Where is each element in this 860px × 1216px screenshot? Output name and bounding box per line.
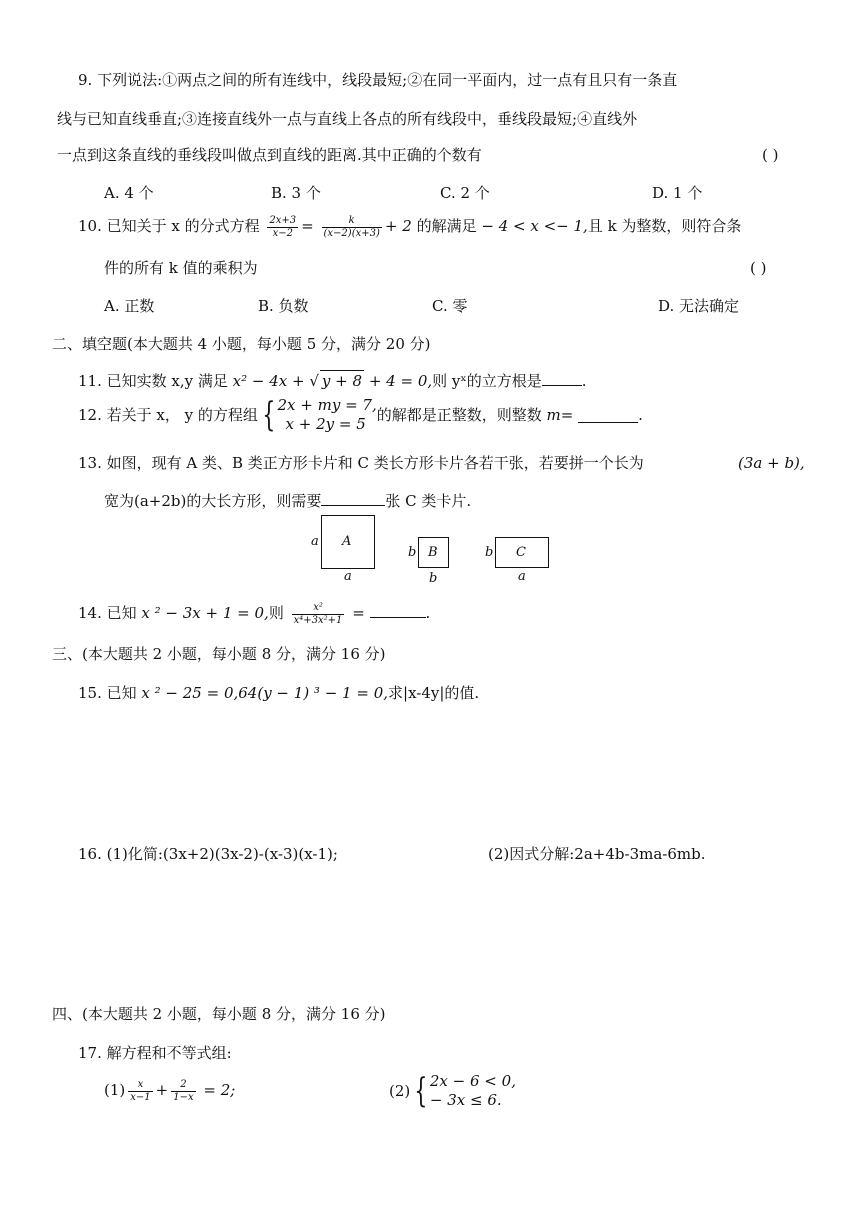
q10-prefix: 10. 已知关于 x 的分式方程	[78, 217, 260, 235]
left-brace-icon: {	[414, 1071, 428, 1111]
card-b-bottom-label: b	[429, 571, 438, 586]
left-brace-icon: {	[262, 395, 276, 435]
q17-part2: (2) { 2x − 6 < 0, − 3x ≤ 6.	[389, 1071, 516, 1111]
q17-fraction-2: $\frac{2}{1-x}$	[173, 1078, 194, 1103]
sqrt-sign: √	[309, 372, 319, 390]
q15-line: 15. 已知 x ² − 25 = 0,64(y − 1) ³ − 1 = 0,求|x-4y|的值.	[78, 684, 480, 702]
card-b: B	[418, 537, 449, 568]
q13-line1: 13. 如图，现有 A 类、B 类正方形卡片和 C 类长方形卡片各若干张，若要拼一个长为	[78, 454, 644, 472]
q11-answer-blank[interactable]	[542, 371, 582, 386]
q10-option-d: D. 无法确定	[658, 297, 740, 315]
card-c: C	[495, 537, 549, 568]
card-a: A	[321, 515, 375, 569]
q16-part2: (2)因式分解:2a+4b-3ma-6mb.	[488, 845, 706, 863]
section2-title: 二、填空题(本大题共 4 小题，每小题 5 分，满分 20 分)	[52, 335, 431, 353]
q11-line: 11. 已知实数 x,y 满足 x² − 4x + √ y + 8 + 4 = 0,则 yˣ的立方根是 .	[78, 372, 587, 390]
q13-line2: 宽为(a+2b)的大长方形，则需要 张 C 类卡片.	[104, 492, 472, 510]
q13-answer-blank[interactable]	[321, 491, 385, 506]
q9-option-d: D. 1 个	[652, 184, 703, 202]
section4-title: 四、(本大题共 2 小题，每小题 8 分，满分 16 分)	[52, 1005, 386, 1023]
q9-line2: 线与已知直线垂直;③连接直线外一点与直线上各点的所有线段中，垂线段最短;④直线外	[57, 110, 638, 128]
q10-tail: 且 k 为整数，则符合条	[587, 217, 742, 235]
q13-expr: (3a + b),	[738, 454, 805, 472]
q10-option-a: A. 正数	[104, 297, 155, 315]
q9-option-a: A. 4 个	[104, 184, 154, 202]
q9-answer-paren: ( )	[762, 146, 779, 164]
q12-line: 12. 若关于 x， y 的方程组 { 2x + my = 7, x + 2y = 5 的解都是正整数，则整数 m= .	[78, 395, 643, 435]
q10-line1: 10. 已知关于 x 的分式方程 $\frac{2x+3}{x-2}$ = $\frac{k}{(x-2)(x+3)}$ + 2 的解满足 − 4 < x <− 1,且 k 为整数，则符合条	[78, 214, 742, 239]
card-b-side-label: b	[408, 545, 417, 560]
q10-line2: 件的所有 k 值的乘积为	[104, 259, 258, 277]
q10-option-b: B. 负数	[258, 297, 309, 315]
q12-answer-blank[interactable]	[578, 408, 638, 423]
q14-fraction: $\frac{\text{x²}}{\text{x⁴+3x²+1}}$	[293, 601, 343, 626]
q14-answer-blank[interactable]	[370, 603, 426, 618]
q10-mid: 的解满足	[416, 217, 477, 235]
card-a-side-label: a	[311, 534, 319, 549]
q10-answer-paren: ( )	[750, 259, 767, 277]
q17-system: 2x − 6 < 0, − 3x ≤ 6.	[429, 1072, 516, 1109]
q10-fraction-2: $\frac{k}{(x-2)(x+3)}$	[323, 214, 380, 239]
q9-line3: 一点到这条直线的垂线段叫做点到直线的距离.其中正确的个数有	[57, 146, 482, 164]
q10-fraction-1: $\frac{2x+3}{x-2}$	[269, 214, 297, 239]
card-a-bottom-label: a	[344, 569, 352, 584]
q10-option-c: C. 零	[432, 297, 468, 315]
q17-part1: (1) $\frac{x}{x-1}$ + $\frac{2}{1-x}$ = 2;	[104, 1078, 236, 1103]
section3-title: 三、(本大题共 2 小题，每小题 8 分，满分 16 分)	[52, 645, 386, 663]
q10-range: − 4 < x <− 1,	[481, 217, 588, 235]
q17-fraction-1: $\frac{x}{x-1}$	[130, 1078, 151, 1103]
q14-line: 14. 已知 x ² − 3x + 1 = 0,则 $\frac{\text{x²}}{\text{x⁴+3x²+1}}$ = .	[78, 601, 431, 626]
q9-line1: 9. 下列说法:①两点之间的所有连线中，线段最短;②在同一平面内，过一点有且只有一条直	[78, 71, 678, 89]
q16-part1: 16. (1)化简:(3x+2)(3x-2)-(x-3)(x-1);	[78, 845, 338, 863]
card-c-bottom-label: a	[518, 569, 526, 584]
q12-system: 2x + my = 7, x + 2y = 5	[277, 396, 377, 433]
q17-title: 17. 解方程和不等式组:	[78, 1044, 232, 1062]
q9-option-b: B. 3 个	[271, 184, 321, 202]
q9-option-c: C. 2 个	[440, 184, 490, 202]
card-c-side-label: b	[485, 545, 494, 560]
